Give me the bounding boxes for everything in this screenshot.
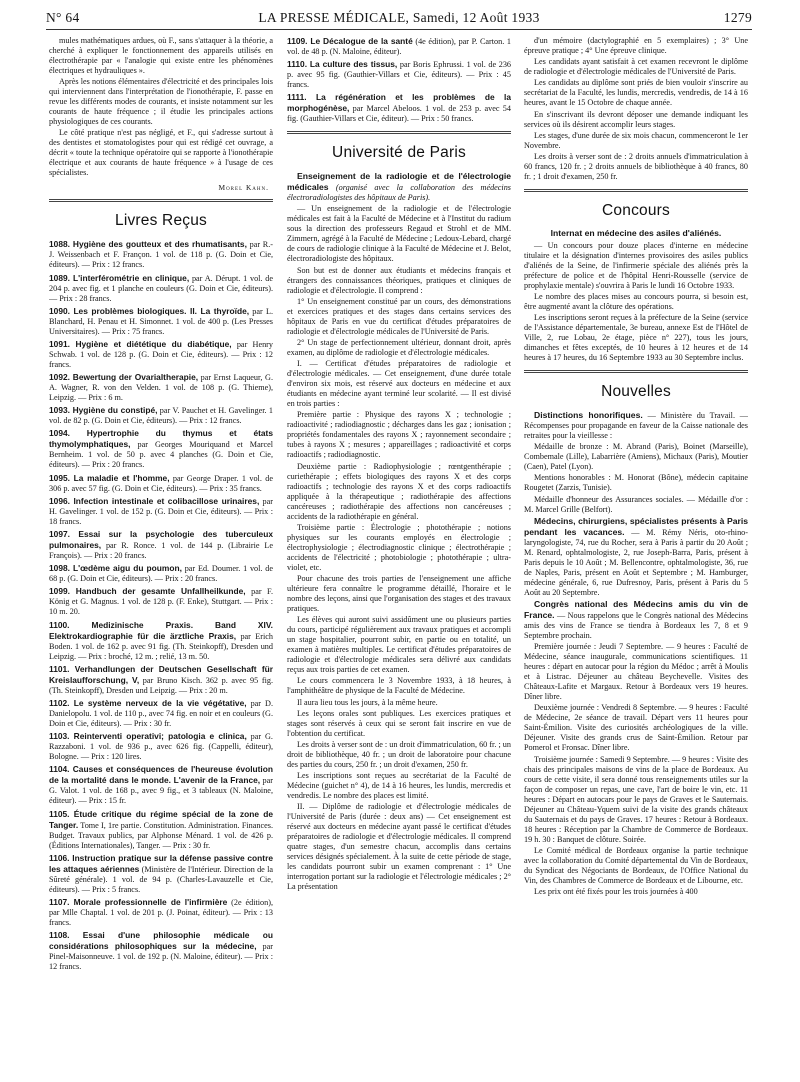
- book-details: Tome I, 1re partie. Constitution. Administration. Finances. Budget. Travaux publics, par Alphonse Ménard. 1 vol. de 426 p. (Éditions Internationales), Tanger. — Prix : 30 fr.: [49, 820, 273, 850]
- paragraph: Les élèves qui auront suivi assidûment une ou plusieurs parties du cours, participé régulièrement aux travaux pratiques et accompli un stage hospitalier, pourront subir, en partie ou en totalité, un examen à matières multiples. Le certificat d'études préparatoires de radiologie et d'électrologie médicales sera délivré aux candidats reçus aux trois parties de cet examen.: [287, 615, 511, 675]
- article-body-continued: [524, 36, 748, 182]
- masthead-title: LA PRESSE MÉDICALE, Samedi, 12 Août 1933: [258, 10, 540, 25]
- book-title: 1111. La régénération et les problèmes de la morphogénèse,: [287, 92, 511, 114]
- congres-body: [524, 642, 748, 897]
- page-number: 1279: [723, 10, 752, 25]
- medecins-item: [524, 516, 748, 598]
- book-entry: [287, 36, 511, 57]
- book-list-continued: [287, 36, 511, 124]
- column-3: [524, 36, 748, 1078]
- book-details: par Ed. Doumer. 1 vol. de 68 p. (G. Doin et Cie, éditeurs). — Prix : 20 francs.: [49, 564, 273, 584]
- paragraph: II. — Diplôme de radiologie et d'électrologie médicales de l'Université de Paris (durée : deux ans) — Cet enseignement est réservé aux docteurs en médecine ayant passé le certificat d'études préparatoires de radiologie et d'électrologie médicales. Il comprend quatre stages, d'un semestre chacun, accomplis dans certains services désignés spécialement. À la suite de cette période de stage, les candidats pourront subir un examen comprenant : 1° Une interrogation portant sur la radiologie et l'électrologie médicales ; 2° La présentation: [287, 802, 511, 892]
- section-divider: [49, 199, 273, 202]
- paragraph: Son but est de donner aux étudiants et médecins français et étrangers des connaissances théoriques, pratiques et cliniques de radiologie et d'électrologie. Il comprend :: [287, 265, 511, 295]
- book-details: par R. Ronce. 1 vol. de 144 p. (Librairie Le François). — Prix : 20 francs.: [49, 541, 273, 560]
- book-entry: [49, 306, 273, 337]
- book-entry: [49, 809, 273, 851]
- book-entry: [49, 428, 273, 470]
- book-details: par H. Gavelinger. 1 vol. de 152 p. (G. Doin et Cie, éditeurs). — Prix : 18 francs.: [49, 496, 273, 526]
- book-entry: [49, 620, 273, 662]
- book-details: par Pinel-Maisonneuve. 1 vol. de 192 p. (N. Maloine, éditeur). — Prix : 12 francs.: [49, 942, 273, 972]
- book-entry: [49, 563, 273, 584]
- distinctions-item: [524, 410, 748, 441]
- book-title: 1100. Medizinische Praxis. Band XIV. Elektrokardiographie für die ärztliche Praxis,: [49, 619, 273, 641]
- book-details: par Boris Ephrussi. 1 vol. de 236 p. avec 95 fig. (Gauthier-Villars et Cie, éditeurs). — Prix : 45 francs.: [287, 60, 511, 90]
- book-entry: [49, 897, 273, 928]
- book-title: 1096. Infection intestinale et colibacillose urinaires,: [49, 495, 260, 506]
- book-entry: [49, 586, 273, 617]
- book-title: 1104. Causes et conséquences de l'heureuse évolution de la mortalité dans le monde. L'avenir de la France,: [49, 764, 273, 786]
- medecins-heading: Médecins, chirurgiens, spécialistes présents à Paris pendant les vacances.: [524, 515, 748, 537]
- book-title: 1099. Handbuch der gesamte Unfallheilkunde,: [49, 586, 246, 597]
- book-entry: [49, 698, 273, 729]
- book-title: 1103. Reinterventi operativi; patologia e clinica,: [49, 731, 247, 742]
- book-title: 1102. Le système nerveux de la vie végétative,: [49, 697, 247, 708]
- book-entry: [49, 529, 273, 561]
- book-details: par Georges Mouriquand et Marcel Bernheim. 1 vol. de 50 p. avec 4 planches (G. Doin et Cie, éditeurs). — Prix : 20 francs.: [49, 440, 273, 470]
- book-entry: [287, 59, 511, 90]
- book-details: par Henry Schwab. 1 vol. de 128 p. (G. Doin et Cie, éditeurs). — Prix : 12 francs.: [49, 339, 273, 369]
- paragraph: Troisième journée : Samedi 9 Septembre. — 9 heures : Visite des chais des principales maisons de vins de la place de Bordeaux. Au cours de cette visite, il sera donné tous renseignements utiles sur la façon de composer un repas, une cave, l'art de boire le vin, etc. 11 heures : Départ en autocars pour le pays de Graves et le Sauternais. Déjeuner au Château-Yquem suivi de la visite des grands châteaux du Sauternais et du pays de Graves. 17 heures : Retour à Bordeaux. 18 heures : Réception par la Chambre de Commerce de Bordeaux. 19 h. 30 : Banquet de clôture. Soirée.: [524, 754, 748, 844]
- book-entry: [49, 930, 273, 972]
- book-details: par F. König et G. Magnus. 1 vol. de 128 p. (F. Enke), Stuttgart. — Prix : 10 m. 20.: [49, 587, 273, 617]
- paragraph: Après les notions élémentaires d'électricité et des principales lois qui interviennent dans l'interprétation de l'ionothérapie, F. passe en revue les différents modes de courants, et insiste notamment sur les courants de haute fréquence ; il étudie les principales actions physiologiques de ces courants.: [49, 77, 273, 127]
- book-entry: [49, 339, 273, 370]
- paragraph: Les droits à verser sont de : 2 droits annuels d'immatriculation à 60 francs, 120 fr. ; 2 droits annuels de bibliothèque à 40 francs, 80 fr. ; 1 droit d'examen, 250 fr.: [524, 151, 748, 181]
- column-1: [49, 36, 273, 1078]
- book-entry: [49, 372, 273, 403]
- paragraph: Les candidats ayant satisfait à cet examen recevront le diplôme de radiologie et d'électrologie médicales de l'Université de Paris.: [524, 57, 748, 77]
- paragraph: Mentions honorables : M. Honorat (Bône), médecin capitaine Rougetet (Zarzis, Tunisie).: [524, 473, 748, 493]
- book-details: par George Draper. 1 vol. de 306 p. avec 57 fig. (G. Doin et Cie, éditeurs). — Prix : 35 francs.: [49, 473, 273, 493]
- section-title-universite: Université de Paris: [332, 144, 466, 162]
- paragraph: Les stages, d'une durée de six mois chacun, commenceront le 1er Novembre.: [524, 130, 748, 150]
- article-title: Enseignement de la radiologie et de l'électrologie médicales: [287, 171, 511, 193]
- book-details: par D. Danielopolu. 1 vol. de 110 p., avec 74 fig. en noir et en couleurs (G. Doin et Cie, éditeurs). — Prix : 30 fr.: [49, 698, 273, 728]
- paragraph: Médaille d'honneur des Assurances sociales. — Médaille d'or : M. Marcel Grille (Belfort).: [524, 494, 748, 514]
- paragraph: Le cours commencera le 3 Novembre 1933, à 18 heures, à l'amphithéâtre de physique de la Faculté de Médecine.: [287, 676, 511, 696]
- book-entry: [49, 664, 273, 696]
- paragraph: Médaille de bronze : M. Abrand (Paris), Boinet (Marseille), Combemale (Lille), Labarrière (Amiens), Michaux (Paris), Moutier (Caen), Patel (Lyon).: [524, 442, 748, 472]
- book-title: 1108. Essai d'une philosophie médicale ou considérations philosophiques sur la médecine,: [49, 930, 273, 952]
- book-title: 1095. La maladie et l'homme,: [49, 472, 170, 483]
- book-title: 1106. Instruction pratique sur la défense passive contre les attaques aériennes: [49, 852, 273, 874]
- congres-heading: Congrès national des Médecins amis du vin de France.: [524, 598, 748, 620]
- section-title-concours: Concours: [602, 201, 670, 219]
- book-entry: [49, 764, 273, 806]
- section-divider: [287, 131, 511, 134]
- article-subtitle: (organisé avec la collaboration des médecins électroradiologistes des hôpitaux de Paris).: [287, 183, 511, 203]
- book-entry: [49, 496, 273, 527]
- paragraph: En s'inscrivant ils devront déposer une demande indiquant les services où ils désirent accomplir leurs stages.: [524, 109, 748, 129]
- paragraph: Deuxième partie : Radiophysiologie ; rœntgenthérapie ; curiethérapie ; effets biologiques des rayons X et des corps radioactifs ; technologie des rayons X et des corps radioactifs appliquée à la thérapeutique ; radiothérapie des affections cancéreuses ; radiothérapie des affections non cancéreuses ; accidents de la radiothérapie en général.: [287, 461, 511, 521]
- book-title: 1091. Hygiène et diététique du diabétique,: [49, 338, 232, 349]
- article-body: [287, 204, 511, 892]
- book-title: 1105. Étude critique du régime spécial de la zone de Tanger.: [49, 808, 273, 830]
- book-list: [49, 239, 273, 972]
- paragraph: Les droits à verser sont de : un droit d'immatriculation, 60 fr. ; un droit de bibliothèque, 40 fr. ; un droit de laboratoire pour chacune des parties du cours, 250 fr. ; un droit d'examen, 250 fr.: [287, 739, 511, 769]
- book-title: 1109. Le Décalogue de la santé: [287, 36, 413, 46]
- article-heading: [287, 171, 511, 203]
- distinctions-list: [524, 442, 748, 514]
- paragraph: Il aura lieu tous les jours, à la même heure.: [297, 697, 438, 707]
- book-entry: [287, 92, 511, 124]
- paragraph: Le côté pratique n'est pas négligé, et F., qui s'adresse surtout à des dentistes et stomatologistes pour qui est rédigé cet ouvrage, a décrit « toute la technique opératoire qui se rapporte à l'ionothérapie électrique et aux courants de haute fréquence » à l'usage de ces spécialistes.: [49, 128, 273, 178]
- book-details: (2e édition), par Mlle Chaptal. 1 vol. de 201 p. (J. Poinat, éditeur). — Prix : 13 francs.: [49, 897, 273, 927]
- book-details: par R.-J. Weissenbach et F. Françon. 1 vol. de 118 p. (G. Doin et Cie, éditeurs). — Prix : 12 francs.: [49, 240, 273, 270]
- book-title: 1107. Morale professionnelle de l'infirmière: [49, 896, 228, 907]
- book-entry: [49, 731, 273, 762]
- paragraph: Le Comité médical de Bordeaux organise la partie technique avec la collaboration du Comité départemental du Vin de Bordeaux, du Syndicat des Négociants de Bordeaux, de l'Office National du Vin, des Chambres de Commerce de Bordeaux et de Libourne, etc.: [524, 845, 748, 885]
- paragraph: Les candidats au diplôme sont priés de bien vouloir s'inscrire au secrétariat de la Faculté, les lundis, mercredis, vendredis, de 14 à 16 heures, avant le 15 Octobre de chaque année.: [524, 78, 748, 108]
- congres-item: [524, 599, 748, 641]
- book-details: par G. Valot. 1 vol. de 168 p., avec 9 fig., et 3 tableaux (N. Maloine, éditeur). — Prix : 15 fr.: [49, 776, 273, 806]
- book-title: 1092. Bewertung der Ovarialtherapie,: [49, 372, 199, 383]
- book-details: (Ministère de l'Intérieur. Direction de la Sûreté générale). 1 vol. de 94 p. (Charles-Lavauzelle et Cie, éditeurs). — Prix : 5 francs.: [49, 864, 273, 894]
- concours-body: [524, 241, 748, 363]
- book-details: par Erich Boden. 1 vol. de 162 p. avec 91 fig. (Th. Steinkopff), Dresden und Leipzig. — Prix : broché, 12 m. ; relié, 13 m. 50.: [49, 631, 273, 661]
- section-title-nouvelles: Nouvelles: [601, 383, 671, 401]
- paragraph: Les inscriptions seront reçues à la préfecture de la Seine (service de l'Assistance départementale, 3e bureau, annexe Est de l'Hôtel de Ville, 2, rue Lobau, 2e étage, pièce n° 227), tous les jours, dimanches et fêtes exceptés, de 10 heures à 12 heures et de 14 heures à 17 heures, du 16 Septembre 1933 au 30 Septembre inclus.: [524, 313, 748, 363]
- book-title: 1094. Hypertrophie du thymus et états thymolymphatiques,: [49, 428, 273, 450]
- book-details: par V. Pauchet et H. Gavelinger. 1 vol. de 82 p. (G. Doin et Cie, éditeurs). — Prix : 12 francs.: [49, 406, 273, 426]
- concours-heading: Internat en médecine des asiles d'aliénés.: [550, 227, 722, 238]
- book-title: 1089. L'interférométrie en clinique,: [49, 272, 190, 283]
- paragraph: Le nombre des places mises au concours pourra, si besoin est, être augmenté avant la clôture des opérations.: [524, 291, 748, 311]
- paragraph: 2° Un stage de perfectionnement ultérieur, donnant droit, après examen, au diplôme de radiologie et d'électrologie médicales.: [287, 338, 511, 358]
- paragraph: Première partie : Physique des rayons X ; technologie ; radioactivité ; radiodiagnostic ; décharges dans les gaz ; ionisation ; propriétés fondamentales des rayons X ; rayonnement secondaire ; tubes à rayons X ; mesures ; appareillages ; radioactivité et corps radioactifs ; radiodiagnostic.: [287, 410, 511, 460]
- paragraph: mules mathématiques ardues, où F., sans s'attaquer à la théorie, a cherché à expliquer le fonctionnement des appareils utilisés en électrothérapie par « l'analogie qui existe entre les phénomènes électriques et hydrauliques ».: [49, 36, 273, 75]
- distinctions-heading: Distinctions honorifiques.: [534, 410, 643, 420]
- book-title: 1110. La culture des tissus,: [287, 59, 398, 70]
- paragraph: Deuxième journée : Vendredi 8 Septembre. — 9 heures : Faculté de Médecine, 2e séance de travail. Départ vers 11 heures pour Saint-Émilion. Visite des curiosités archéologiques de la ville. Déjeuner. Visite des grands crus de Saint-Émilion. Retour par Pomerol et Fronsac. Dîner libre.: [524, 703, 748, 753]
- book-title: 1093. Hygiène du constipé,: [49, 405, 158, 416]
- review-signature: Morel Kahn.: [218, 183, 269, 193]
- section-divider: [524, 189, 748, 192]
- paragraph: Première journée : Jeudi 7 Septembre. — 9 heures : Faculté de Médecine, séance inaugurale, communications scientifiques. 11 heures : départ en autocar pour la région du Médoc ; arrêt à Moulis et à Listrac. Déjeuner au château Beychevelle. Visites des Châteaux-Lafite et Margaux. Retour à Bordeaux vers 19 heures. Dîner libre.: [524, 642, 748, 702]
- paragraph: d'un mémoire (dactylographié en 5 exemplaires) ; 3° Une épreuve pratique ; 4° Une épreuve clinique.: [524, 36, 748, 55]
- book-entry: [49, 473, 273, 494]
- book-entry: [49, 273, 273, 304]
- book-entry: [49, 239, 273, 270]
- paragraph: — Un concours pour douze places d'interne en médecine titulaire et la désignation d'internes provisoires des asiles publics d'aliénés de la Seine, de l'infirmerie spéciale des aliénés près la préfecture de police et de l'hôpital Henri-Rousselle (service de prophylaxie mentale) s'ouvrira à Paris le lundi 16 Octobre 1933.: [524, 240, 748, 290]
- book-title: 1097. Essai sur la psychologie des tuberculeux pulmonaires,: [49, 529, 273, 550]
- book-details: par A. Dérupt. 1 vol. de 204 p. avec fig. et 1 planche en couleurs (G. Doin et Cie, éditeurs). — Prix : 28 francs.: [49, 273, 273, 303]
- book-details: (4e édition), par P. Carton. 1 vol. de 48 p. (N. Maloine, éditeur).: [287, 37, 511, 56]
- medecins-text: — M. Rémy Néris, oto-rhino-laryngologiste, 74, rue du Rocher, sera à Paris à partir du 20 Août ; M. Renard, ophtalmologiste, 2, rue Joseph-Barra, Paris, présent à Paris depuis le 10 Août ; M. Bellencontre, ophtalmologiste, 36, rue de Naples, Paris, présent en Août et Septembre ; M. Hamburger, médecine générale, 6, rue Dufresnoy, Paris, présent à Paris du 5 Août au 20 Septembre.: [524, 527, 748, 597]
- distinctions-text: — Ministère du Travail. — Récompenses pour propagande en faveur de la Caisse nationale des retraites pour la vieillesse :: [524, 411, 748, 440]
- paragraph: Troisième partie : Électrologie ; photothérapie ; notions physiques sur les courants employés en électrologie ; électrophysiologie ; électrodiagnostic clinique ; électrothérapie ; accidents de l'électricité ; photobiologie ; photothérapie ; ultra-violet, etc.: [287, 522, 511, 572]
- paragraph: Les leçons orales sont publiques. Les exercices pratiques et stages sont réservés à ceux qui se seront fait inscrire en vue de l'obtention du certificat.: [287, 708, 511, 738]
- book-title: 1090. Les problèmes biologiques. II. La thyroïde,: [49, 305, 250, 316]
- book-details: par G. Razzaboni. 1 vol. de 936 p., avec 626 fig. (Cappelli, éditeur), Bologne. — Prix : 120 lires.: [49, 732, 273, 762]
- section-divider: [524, 370, 748, 373]
- section-title-livres-recus: Livres Reçus: [115, 212, 207, 230]
- paragraph: Les inscriptions sont reçues au secrétariat de la Faculté de Médecine (guichet n° 4), de 14 à 16 heures, les lundis, mercredis et vendredis. Le nombre des places est limité.: [287, 771, 511, 801]
- book-title: 1101. Verhandlungen der Deutschen Gesellschaft für Kreislaufforschung, V,: [49, 663, 273, 685]
- book-details: par Bruno Kisch. 362 p. avec 95 fig. (Th. Steinkopff), Dresden und Leipzig. — Prix : 20 m.: [49, 675, 273, 695]
- column-2: [287, 36, 511, 1078]
- paragraph: — Un enseignement de la radiologie et de l'électrologie médicales est fait à la Faculté de Médecine et à l'Institut du radium sous la direction des professeurs Regaud et Strohl et de MM. Zimmern, agrégé à la Faculté de Médecine ; Ledoux-Lebard, chargé de cours de radiologie clinique à la Faculté de Médecine et J. Belot, électroradiologiste des hôpitaux.: [287, 204, 511, 264]
- book-entry: [49, 853, 273, 895]
- review-text: [49, 36, 273, 178]
- book-details: par L. Blanchard, H. Penau et H. Simonnet. 1 vol. de 400 p. (Les Presses Universitaires). — Prix : 75 francs.: [49, 306, 273, 336]
- page-header: [46, 8, 752, 30]
- paragraph: 1° Un enseignement constitué par un cours, des démonstrations et exercices pratiques et des stages dans certains services des hôpitaux de Paris en vue du certificat d'études préparatoires de radiologie et d'électrologie médicales de l'Université de Paris.: [287, 296, 511, 336]
- book-details: par Marcel Abeloos. 1 vol. de 253 p. avec 54 fig. (Gauthier-Villars et Cie, éditeur). — Prix : 50 francs.: [287, 104, 511, 124]
- paragraph: Pour chacune des trois parties de l'enseignement une affiche ultérieure fera connaître le programme détaillé, l'horaire et le nombre des leçons, ainsi que l'organisation des stages et des travaux pratiques.: [287, 573, 511, 613]
- book-title: 1098. L'œdème aigu du poumon,: [49, 563, 182, 574]
- paragraph: Les prix ont été fixés pour les trois journées à 400: [534, 886, 698, 896]
- congres-intro: — Nous rappelons que le Congrès national des Médecins amis des vins de France se tiendra à Bordeaux les 7, 8 et 9 Septembre prochain.: [524, 610, 748, 640]
- book-title: 1088. Hygiène des goutteux et des rhumatisants,: [49, 239, 247, 250]
- issue-number: N° 64: [46, 10, 80, 25]
- paragraph: I. — Certificat d'études préparatoires de radiologie et d'électrologie médicales. — Cet enseignement, d'une durée totale d'environ six mois, est réservé aux docteurs en médecine et aux étudiants en médecine ayant terminé leur scolarité. — Il est divisé en trois parties :: [287, 359, 511, 409]
- book-details: par Ernst Laqueur, G. A. Wagner, R. von den Velden. 1 vol. de 108 p. (G. Thieme), Leipzig. — Prix : 6 m.: [49, 373, 273, 403]
- book-entry: [49, 405, 273, 426]
